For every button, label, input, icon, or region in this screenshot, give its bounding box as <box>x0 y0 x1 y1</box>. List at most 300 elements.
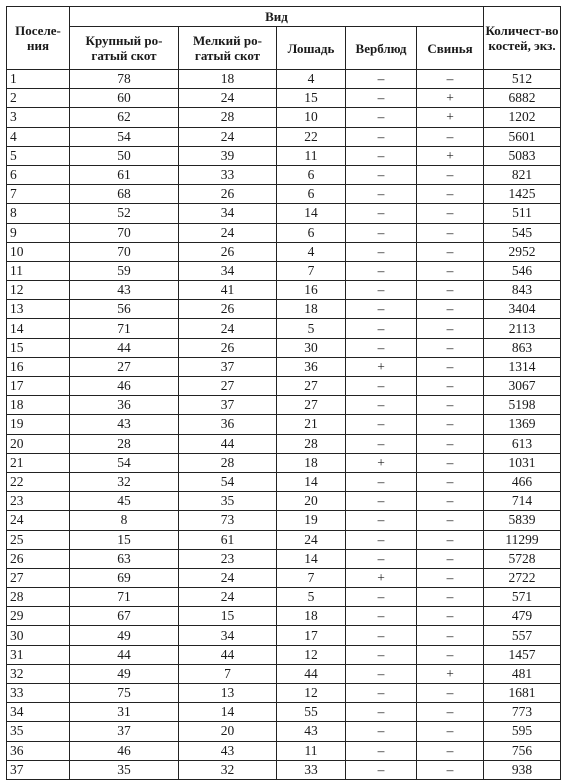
pig-cell: – <box>417 300 484 319</box>
settlement-cell: 10 <box>7 242 70 261</box>
header-species-group: Вид <box>70 7 484 27</box>
bone-count-cell: 1031 <box>484 453 561 472</box>
horse-cell: 18 <box>277 607 346 626</box>
pig-cell: – <box>417 281 484 300</box>
camel-cell: – <box>346 70 417 89</box>
cattle-cell: 45 <box>70 492 179 511</box>
pig-cell: – <box>417 223 484 242</box>
cattle-cell: 70 <box>70 242 179 261</box>
bone-count-cell: 3067 <box>484 377 561 396</box>
table-row <box>7 165 561 184</box>
camel-cell: – <box>346 492 417 511</box>
table-row <box>7 703 561 722</box>
bone-count-cell: 571 <box>484 588 561 607</box>
pig-cell: – <box>417 530 484 549</box>
bone-count-cell: 1457 <box>484 645 561 664</box>
cattle-cell: 60 <box>70 89 179 108</box>
table-row <box>7 684 561 703</box>
horse-cell: 15 <box>277 89 346 108</box>
settlement-cell: 24 <box>7 511 70 530</box>
bone-count-cell: 821 <box>484 165 561 184</box>
pig-cell: + <box>417 108 484 127</box>
bone-count-cell: 5839 <box>484 511 561 530</box>
horse-cell: 10 <box>277 108 346 127</box>
small-cattle-cell: 27 <box>179 377 277 396</box>
small-cattle-cell: 24 <box>179 319 277 338</box>
pig-cell: – <box>417 492 484 511</box>
camel-cell: – <box>346 645 417 664</box>
small-cattle-cell: 44 <box>179 645 277 664</box>
small-cattle-cell: 35 <box>179 492 277 511</box>
horse-cell: 22 <box>277 127 346 146</box>
horse-cell: 43 <box>277 722 346 741</box>
settlement-cell: 14 <box>7 319 70 338</box>
pig-cell: – <box>417 434 484 453</box>
horse-cell: 6 <box>277 185 346 204</box>
camel-cell: – <box>346 415 417 434</box>
table-row <box>7 549 561 568</box>
small-cattle-cell: 32 <box>179 760 277 779</box>
settlement-cell: 37 <box>7 760 70 779</box>
camel-cell: – <box>346 89 417 108</box>
cattle-cell: 35 <box>70 760 179 779</box>
settlement-cell: 32 <box>7 664 70 683</box>
bone-count-cell: 479 <box>484 607 561 626</box>
table-row <box>7 108 561 127</box>
header-camel: Верблюд <box>346 27 417 70</box>
horse-cell: 27 <box>277 396 346 415</box>
cattle-cell: 54 <box>70 453 179 472</box>
bone-count-cell: 545 <box>484 223 561 242</box>
horse-cell: 14 <box>277 472 346 491</box>
bone-count-cell: 557 <box>484 626 561 645</box>
settlement-cell: 16 <box>7 357 70 376</box>
bone-count-cell: 2722 <box>484 568 561 587</box>
settlement-cell: 33 <box>7 684 70 703</box>
horse-cell: 6 <box>277 223 346 242</box>
camel-cell: – <box>346 223 417 242</box>
camel-cell: – <box>346 549 417 568</box>
settlement-cell: 22 <box>7 472 70 491</box>
table-row <box>7 146 561 165</box>
cattle-cell: 54 <box>70 127 179 146</box>
cattle-cell: 43 <box>70 281 179 300</box>
bone-count-cell: 3404 <box>484 300 561 319</box>
bone-count-cell: 1314 <box>484 357 561 376</box>
settlement-cell: 36 <box>7 741 70 760</box>
horse-cell: 16 <box>277 281 346 300</box>
small-cattle-cell: 73 <box>179 511 277 530</box>
table-row <box>7 434 561 453</box>
small-cattle-cell: 28 <box>179 453 277 472</box>
pig-cell: – <box>417 684 484 703</box>
cattle-cell: 62 <box>70 108 179 127</box>
horse-cell: 36 <box>277 357 346 376</box>
bone-count-cell: 5198 <box>484 396 561 415</box>
bone-count-cell: 466 <box>484 472 561 491</box>
header-cattle: Крупный ро-гатый скот <box>70 27 179 70</box>
settlement-cell: 35 <box>7 722 70 741</box>
camel-cell: – <box>346 377 417 396</box>
settlement-cell: 6 <box>7 165 70 184</box>
settlement-cell: 8 <box>7 204 70 223</box>
bone-count-cell: 595 <box>484 722 561 741</box>
header-small-cattle: Мелкий ро-гатый скот <box>179 27 277 70</box>
pig-cell: + <box>417 146 484 165</box>
pig-cell: – <box>417 204 484 223</box>
camel-cell: – <box>346 204 417 223</box>
pig-cell: – <box>417 396 484 415</box>
horse-cell: 7 <box>277 261 346 280</box>
bone-count-cell: 1425 <box>484 185 561 204</box>
table-row <box>7 281 561 300</box>
settlement-cell: 34 <box>7 703 70 722</box>
horse-cell: 5 <box>277 588 346 607</box>
cattle-cell: 59 <box>70 261 179 280</box>
table-row <box>7 607 561 626</box>
small-cattle-cell: 24 <box>179 89 277 108</box>
table-row <box>7 89 561 108</box>
pig-cell: – <box>417 338 484 357</box>
pig-cell: – <box>417 703 484 722</box>
settlement-cell: 29 <box>7 607 70 626</box>
cattle-cell: 50 <box>70 146 179 165</box>
cattle-cell: 31 <box>70 703 179 722</box>
pig-cell: – <box>417 261 484 280</box>
settlement-cell: 28 <box>7 588 70 607</box>
pig-cell: + <box>417 89 484 108</box>
header-horse: Лошадь <box>277 27 346 70</box>
pig-cell: – <box>417 549 484 568</box>
bone-count-cell: 511 <box>484 204 561 223</box>
cattle-cell: 44 <box>70 645 179 664</box>
camel-cell: – <box>346 127 417 146</box>
camel-cell: – <box>346 472 417 491</box>
cattle-cell: 27 <box>70 357 179 376</box>
header-pig: Свинья <box>417 27 484 70</box>
settlement-cell: 5 <box>7 146 70 165</box>
camel-cell: – <box>346 607 417 626</box>
small-cattle-cell: 43 <box>179 741 277 760</box>
settlement-cell: 18 <box>7 396 70 415</box>
camel-cell: – <box>346 300 417 319</box>
small-cattle-cell: 14 <box>179 703 277 722</box>
cattle-cell: 71 <box>70 588 179 607</box>
settlement-cell: 21 <box>7 453 70 472</box>
horse-cell: 20 <box>277 492 346 511</box>
header-settlement: Поселе-ния <box>7 7 70 70</box>
horse-cell: 5 <box>277 319 346 338</box>
small-cattle-cell: 26 <box>179 300 277 319</box>
settlement-cell: 12 <box>7 281 70 300</box>
horse-cell: 55 <box>277 703 346 722</box>
cattle-cell: 78 <box>70 70 179 89</box>
horse-cell: 12 <box>277 645 346 664</box>
horse-cell: 19 <box>277 511 346 530</box>
bone-count-cell: 481 <box>484 664 561 683</box>
small-cattle-cell: 13 <box>179 684 277 703</box>
settlement-cell: 27 <box>7 568 70 587</box>
cattle-cell: 15 <box>70 530 179 549</box>
bone-count-cell: 1369 <box>484 415 561 434</box>
settlement-cell: 23 <box>7 492 70 511</box>
table-row <box>7 300 561 319</box>
bone-count-cell: 756 <box>484 741 561 760</box>
camel-cell: – <box>346 165 417 184</box>
cattle-cell: 56 <box>70 300 179 319</box>
small-cattle-cell: 54 <box>179 472 277 491</box>
settlement-cell: 1 <box>7 70 70 89</box>
camel-cell: – <box>346 588 417 607</box>
bone-count-cell: 6882 <box>484 89 561 108</box>
pig-cell: – <box>417 626 484 645</box>
pig-cell: – <box>417 645 484 664</box>
pig-cell: – <box>417 415 484 434</box>
pig-cell: – <box>417 741 484 760</box>
pig-cell: – <box>417 607 484 626</box>
horse-cell: 21 <box>277 415 346 434</box>
table-row <box>7 396 561 415</box>
small-cattle-cell: 34 <box>179 204 277 223</box>
bone-count-cell: 938 <box>484 760 561 779</box>
settlement-cell: 2 <box>7 89 70 108</box>
horse-cell: 11 <box>277 741 346 760</box>
camel-cell: – <box>346 511 417 530</box>
camel-cell: – <box>346 626 417 645</box>
settlement-cell: 17 <box>7 377 70 396</box>
camel-cell: – <box>346 703 417 722</box>
table-row <box>7 511 561 530</box>
small-cattle-cell: 28 <box>179 108 277 127</box>
pig-cell: – <box>417 472 484 491</box>
table-row <box>7 568 561 587</box>
small-cattle-cell: 41 <box>179 281 277 300</box>
settlement-cell: 9 <box>7 223 70 242</box>
camel-cell: – <box>346 664 417 683</box>
data-table <box>6 6 561 780</box>
horse-cell: 24 <box>277 530 346 549</box>
pig-cell: – <box>417 127 484 146</box>
table-row <box>7 357 561 376</box>
settlement-cell: 30 <box>7 626 70 645</box>
horse-cell: 27 <box>277 377 346 396</box>
table-row <box>7 223 561 242</box>
horse-cell: 4 <box>277 242 346 261</box>
small-cattle-cell: 24 <box>179 568 277 587</box>
cattle-cell: 37 <box>70 722 179 741</box>
table-row <box>7 492 561 511</box>
settlement-cell: 4 <box>7 127 70 146</box>
cattle-cell: 71 <box>70 319 179 338</box>
camel-cell: + <box>346 453 417 472</box>
pig-cell: – <box>417 377 484 396</box>
horse-cell: 4 <box>277 70 346 89</box>
settlement-cell: 15 <box>7 338 70 357</box>
cattle-cell: 68 <box>70 185 179 204</box>
small-cattle-cell: 24 <box>179 127 277 146</box>
small-cattle-cell: 26 <box>179 338 277 357</box>
bone-count-cell: 5728 <box>484 549 561 568</box>
horse-cell: 30 <box>277 338 346 357</box>
bone-count-cell: 714 <box>484 492 561 511</box>
header-bone-count: Количест-во костей, экз. <box>484 7 561 70</box>
cattle-cell: 52 <box>70 204 179 223</box>
horse-cell: 14 <box>277 204 346 223</box>
table-row <box>7 741 561 760</box>
bone-count-cell: 1681 <box>484 684 561 703</box>
camel-cell: – <box>346 434 417 453</box>
horse-cell: 6 <box>277 165 346 184</box>
small-cattle-cell: 37 <box>179 357 277 376</box>
pig-cell: – <box>417 357 484 376</box>
cattle-cell: 43 <box>70 415 179 434</box>
cattle-cell: 28 <box>70 434 179 453</box>
bone-count-cell: 773 <box>484 703 561 722</box>
table-row <box>7 261 561 280</box>
settlement-cell: 25 <box>7 530 70 549</box>
table-row <box>7 415 561 434</box>
horse-cell: 12 <box>277 684 346 703</box>
bone-count-cell: 843 <box>484 281 561 300</box>
settlement-cell: 20 <box>7 434 70 453</box>
settlement-cell: 7 <box>7 185 70 204</box>
bone-count-cell: 2113 <box>484 319 561 338</box>
camel-cell: – <box>346 722 417 741</box>
cattle-cell: 63 <box>70 549 179 568</box>
small-cattle-cell: 33 <box>179 165 277 184</box>
small-cattle-cell: 7 <box>179 664 277 683</box>
small-cattle-cell: 26 <box>179 185 277 204</box>
table-row <box>7 472 561 491</box>
pig-cell: – <box>417 185 484 204</box>
pig-cell: – <box>417 760 484 779</box>
horse-cell: 17 <box>277 626 346 645</box>
small-cattle-cell: 61 <box>179 530 277 549</box>
bone-count-cell: 1202 <box>484 108 561 127</box>
table-row <box>7 185 561 204</box>
table-row <box>7 626 561 645</box>
table-row <box>7 70 561 89</box>
cattle-cell: 44 <box>70 338 179 357</box>
camel-cell: – <box>346 396 417 415</box>
small-cattle-cell: 18 <box>179 70 277 89</box>
pig-cell: – <box>417 319 484 338</box>
small-cattle-cell: 37 <box>179 396 277 415</box>
table-body <box>7 70 561 780</box>
table-row <box>7 377 561 396</box>
cattle-cell: 49 <box>70 626 179 645</box>
pig-cell: – <box>417 511 484 530</box>
table-row <box>7 588 561 607</box>
pig-cell: – <box>417 722 484 741</box>
camel-cell: + <box>346 568 417 587</box>
camel-cell: – <box>346 530 417 549</box>
table-row <box>7 127 561 146</box>
small-cattle-cell: 44 <box>179 434 277 453</box>
cattle-cell: 70 <box>70 223 179 242</box>
cattle-cell: 61 <box>70 165 179 184</box>
horse-cell: 18 <box>277 453 346 472</box>
settlement-cell: 19 <box>7 415 70 434</box>
small-cattle-cell: 20 <box>179 722 277 741</box>
cattle-cell: 32 <box>70 472 179 491</box>
horse-cell: 11 <box>277 146 346 165</box>
table-row <box>7 204 561 223</box>
cattle-cell: 46 <box>70 741 179 760</box>
table-row <box>7 319 561 338</box>
pig-cell: – <box>417 70 484 89</box>
bone-count-cell: 5083 <box>484 146 561 165</box>
camel-cell: – <box>346 261 417 280</box>
cattle-cell: 69 <box>70 568 179 587</box>
small-cattle-cell: 23 <box>179 549 277 568</box>
camel-cell: – <box>346 684 417 703</box>
small-cattle-cell: 34 <box>179 626 277 645</box>
pig-cell: – <box>417 242 484 261</box>
camel-cell: – <box>346 760 417 779</box>
table-row <box>7 645 561 664</box>
bone-count-cell: 546 <box>484 261 561 280</box>
horse-cell: 14 <box>277 549 346 568</box>
bone-count-cell: 5601 <box>484 127 561 146</box>
settlement-cell: 3 <box>7 108 70 127</box>
cattle-cell: 36 <box>70 396 179 415</box>
pig-cell: – <box>417 165 484 184</box>
small-cattle-cell: 39 <box>179 146 277 165</box>
cattle-cell: 75 <box>70 684 179 703</box>
settlement-cell: 11 <box>7 261 70 280</box>
pig-cell: + <box>417 664 484 683</box>
cattle-cell: 49 <box>70 664 179 683</box>
pig-cell: – <box>417 568 484 587</box>
table-row <box>7 242 561 261</box>
settlement-cell: 26 <box>7 549 70 568</box>
horse-cell: 33 <box>277 760 346 779</box>
pig-cell: – <box>417 588 484 607</box>
camel-cell: – <box>346 281 417 300</box>
table-row <box>7 760 561 779</box>
horse-cell: 7 <box>277 568 346 587</box>
camel-cell: – <box>346 741 417 760</box>
small-cattle-cell: 15 <box>179 607 277 626</box>
camel-cell: + <box>346 357 417 376</box>
settlement-cell: 31 <box>7 645 70 664</box>
camel-cell: – <box>346 319 417 338</box>
cattle-cell: 46 <box>70 377 179 396</box>
pig-cell: – <box>417 453 484 472</box>
cattle-cell: 8 <box>70 511 179 530</box>
bone-count-cell: 2952 <box>484 242 561 261</box>
settlement-cell: 13 <box>7 300 70 319</box>
camel-cell: – <box>346 146 417 165</box>
cattle-cell: 67 <box>70 607 179 626</box>
page <box>6 6 561 780</box>
horse-cell: 28 <box>277 434 346 453</box>
table-row <box>7 722 561 741</box>
small-cattle-cell: 24 <box>179 223 277 242</box>
small-cattle-cell: 36 <box>179 415 277 434</box>
camel-cell: – <box>346 242 417 261</box>
table-row <box>7 338 561 357</box>
bone-count-cell: 512 <box>484 70 561 89</box>
horse-cell: 44 <box>277 664 346 683</box>
small-cattle-cell: 26 <box>179 242 277 261</box>
horse-cell: 18 <box>277 300 346 319</box>
table-row <box>7 664 561 683</box>
small-cattle-cell: 34 <box>179 261 277 280</box>
camel-cell: – <box>346 185 417 204</box>
bone-count-cell: 613 <box>484 434 561 453</box>
